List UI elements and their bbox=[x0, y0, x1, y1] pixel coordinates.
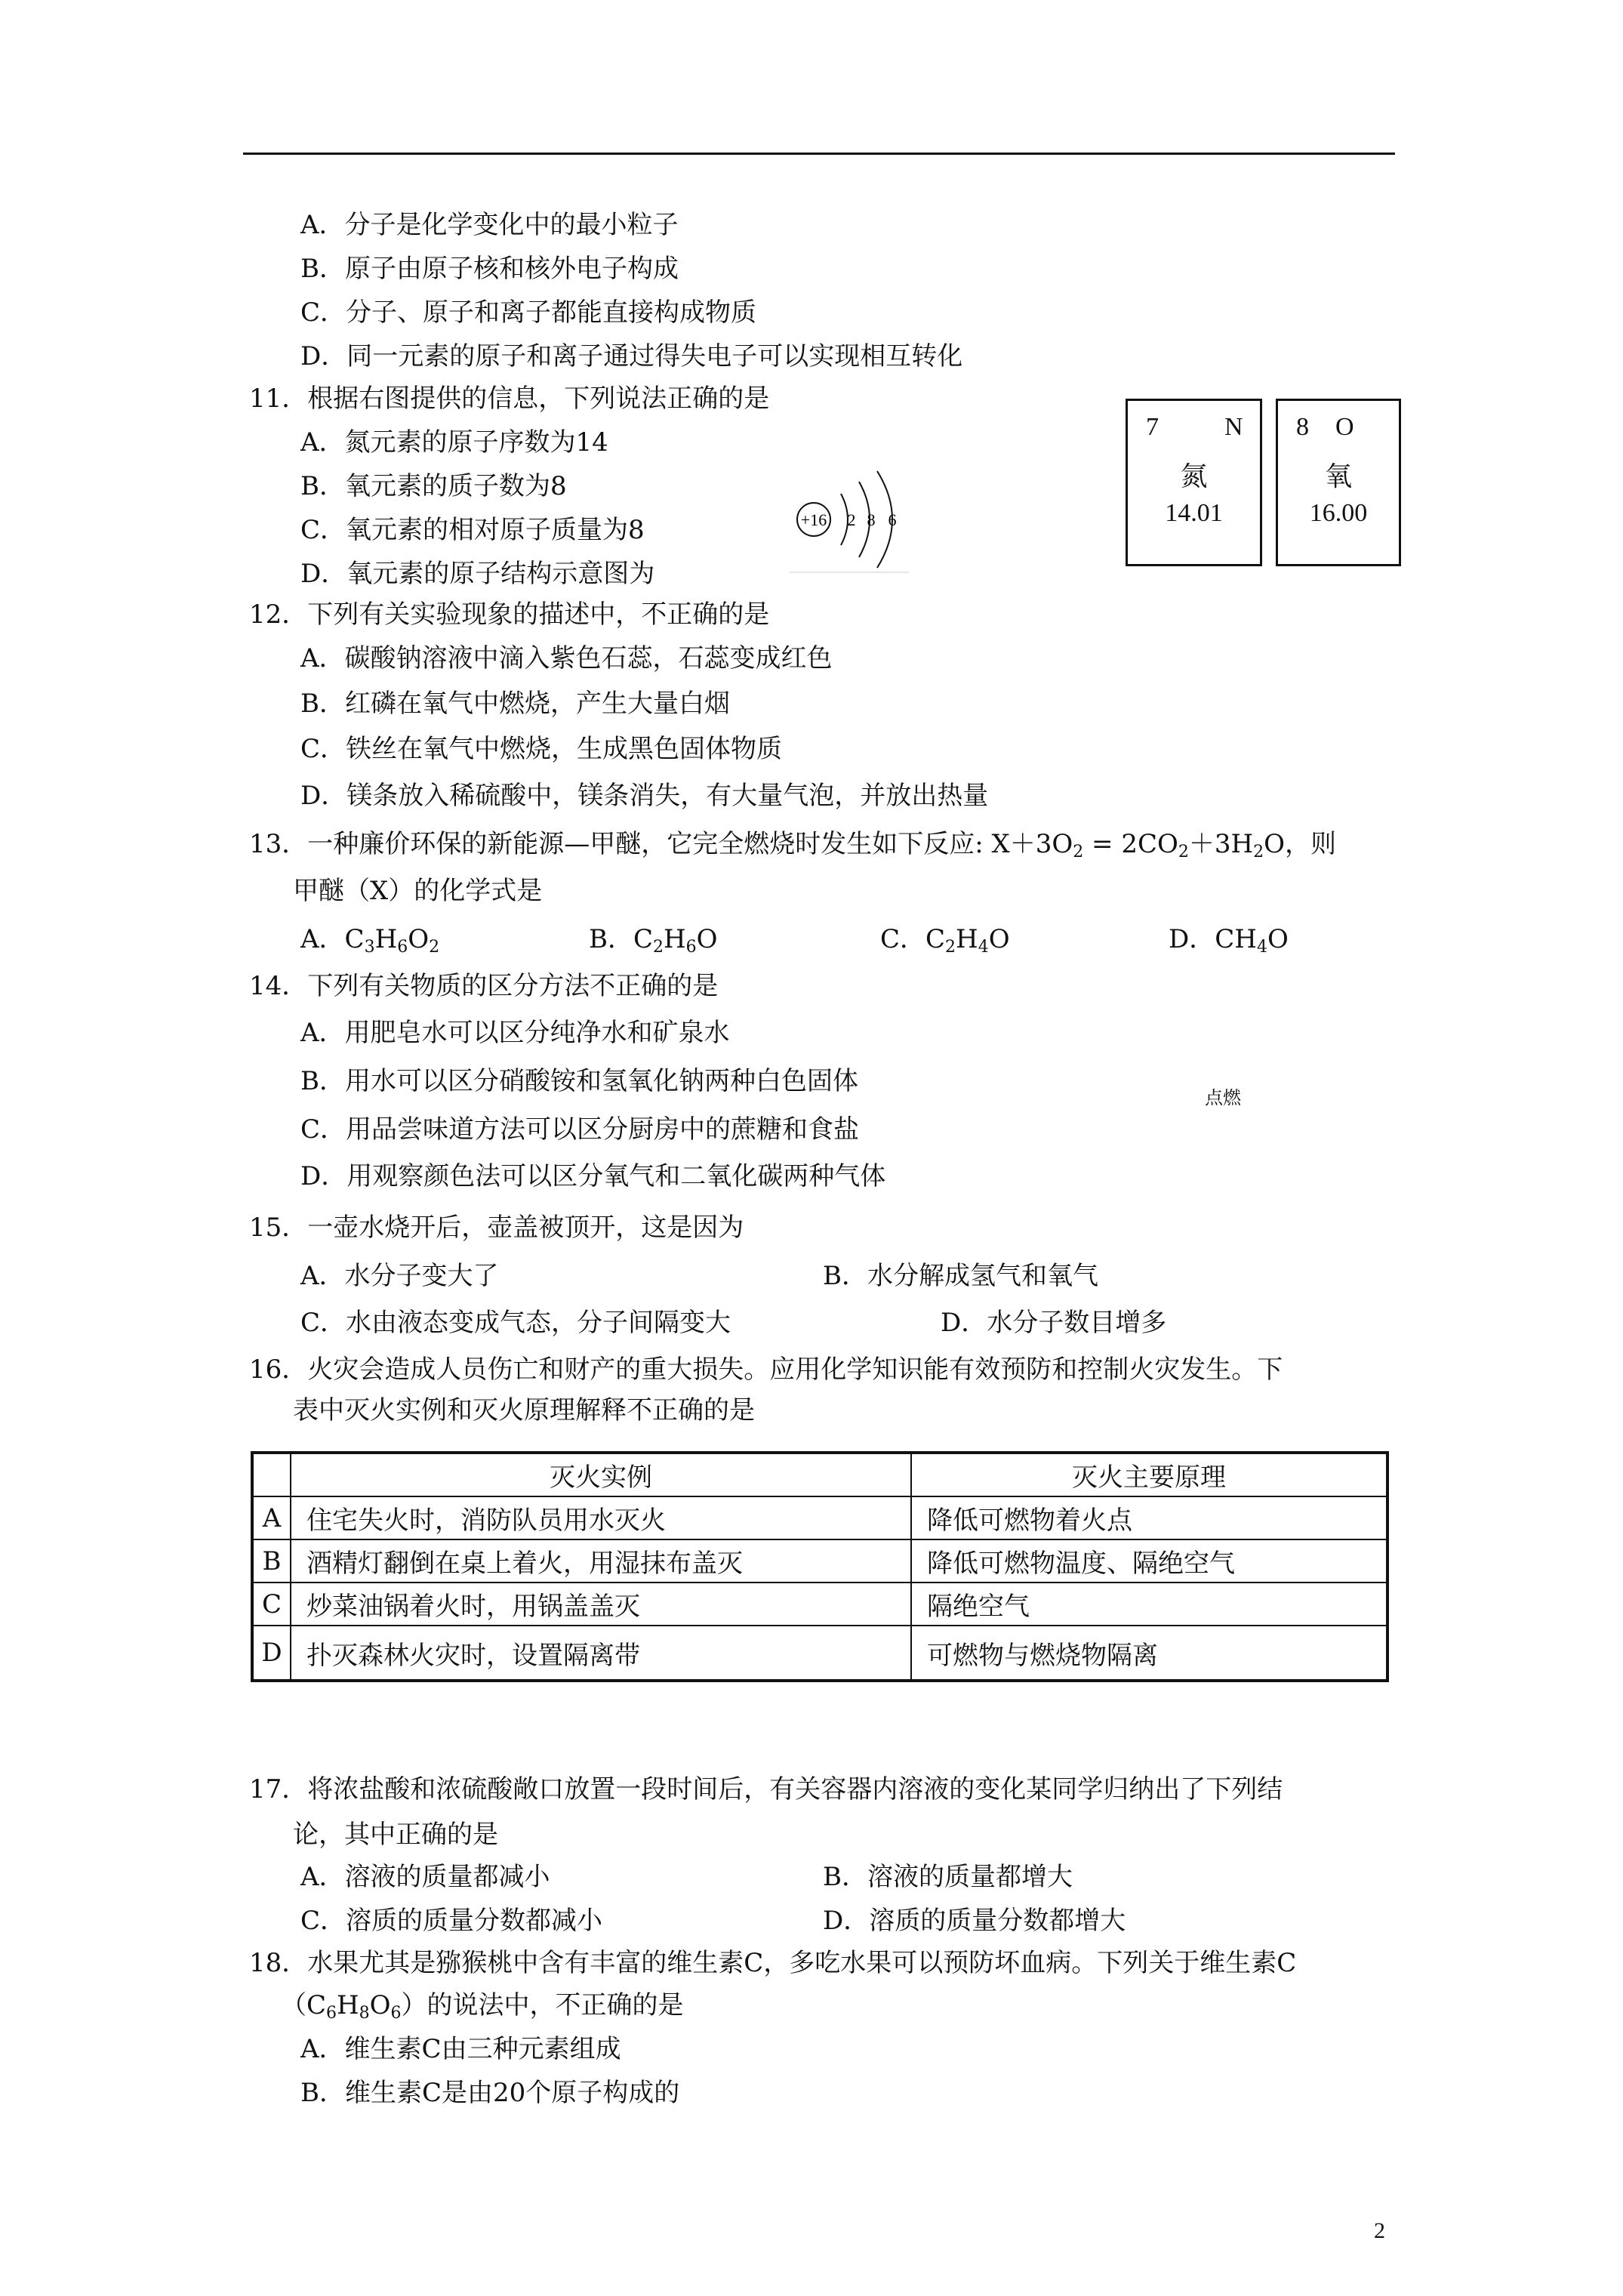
element-card-nitrogen bbox=[1126, 399, 1262, 566]
table-cell bbox=[252, 1453, 291, 1496]
q16-stem-line1: 16．火灾会造成人员伤亡和财产的重大损失。应用化学知识能有效预防和控制火灾发生。下 bbox=[249, 1354, 1283, 1385]
atom-structure-diagram bbox=[788, 461, 916, 574]
q13-option-c: C．$C_2H_4O$ bbox=[880, 924, 1010, 957]
q12-stem: 12．下列有关实验现象的描述中，不正确的是 bbox=[249, 599, 770, 630]
q10-option-b: B．原子由原子核和核外电子构成 bbox=[300, 254, 679, 284]
q14-option-d: D．用观察颜色法可以区分氧气和二氧化碳两种气体 bbox=[300, 1161, 886, 1191]
table-header-example: 灭火实例 bbox=[291, 1453, 911, 1496]
atomic-mass: 16.00 bbox=[1309, 499, 1368, 527]
q17-stem-line2: 论，其中正确的是 bbox=[293, 1820, 498, 1850]
table-row bbox=[252, 1539, 1387, 1583]
q18-stem-line1: 18．水果尤其是猕猴桃中含有丰富的维生素C，多吃水果可以预防坏血病。下列关于维生素C bbox=[249, 1948, 1297, 1978]
element-name: 氮 bbox=[1180, 461, 1208, 492]
q17-option-b: B．溶液的质量都增大 bbox=[823, 1862, 1073, 1892]
row-principle: 隔绝空气 bbox=[911, 1583, 1387, 1626]
q13-option-d: D．$CH_4O$ bbox=[1169, 924, 1289, 957]
q17-option-c: C．溶质的质量分数都减小 bbox=[300, 1906, 603, 1936]
q13-stem: 13．一种廉价环保的新能源—甲醚，它完全燃烧时发生如下反应: $X+3O_2 = 2CO_2+3H_2O$，则 bbox=[249, 829, 1337, 861]
atomic-mass: 14.01 bbox=[1165, 499, 1223, 527]
shell-electrons-1: 2 bbox=[847, 510, 856, 529]
q14-stem: 14．下列有关物质的区分方法不正确的是 bbox=[249, 971, 719, 1001]
q14-option-a: A．用肥皂水可以区分纯净水和矿泉水 bbox=[300, 1018, 730, 1048]
table-row bbox=[252, 1496, 1387, 1539]
q15-option-a: A．水分子变大了 bbox=[300, 1261, 499, 1291]
row-example: 住宅失火时，消防队员用水灭火 bbox=[291, 1496, 911, 1539]
q12-option-d: D．镁条放入稀硫酸中，镁条消失，有大量气泡，并放出热量 bbox=[300, 781, 989, 811]
row-principle: 降低可燃物着火点 bbox=[911, 1496, 1387, 1539]
q18-stem-line2: $(C_6H_8O_6)$的说法中，不正确的是 bbox=[281, 1990, 684, 2023]
table-row bbox=[252, 1583, 1387, 1626]
q12-option-c: C．铁丝在氧气中燃烧，生成黑色固体物质 bbox=[300, 734, 783, 764]
row-example: 酒精灯翻倒在桌上着火，用湿抹布盖灭 bbox=[291, 1539, 911, 1583]
q10-option-a: A．分子是化学变化中的最小粒子 bbox=[300, 210, 679, 240]
q15-option-c: C．水由液态变成气态，分子间隔变大 bbox=[300, 1308, 731, 1338]
element-symbol: O bbox=[1335, 413, 1354, 441]
row-key: C bbox=[252, 1583, 291, 1626]
q17-stem-line1: 17．将浓盐酸和浓硫酸敞口放置一段时间后，有关容器内溶液的变化某同学归纳出了下列结 bbox=[249, 1774, 1283, 1804]
row-principle: 降低可燃物温度、隔绝空气 bbox=[911, 1539, 1387, 1583]
q13-option-b: B．$C_2H_6O$ bbox=[589, 924, 718, 957]
q13-stem-line2: 甲醚（X）的化学式是 bbox=[293, 876, 543, 906]
element-symbol: N bbox=[1224, 413, 1243, 441]
q11-stem: 11．根据右图提供的信息，下列说法正确的是 bbox=[249, 384, 770, 414]
q11-option-c: C．氧元素的相对原子质量为8 bbox=[300, 515, 645, 545]
nucleus-label: +16 bbox=[800, 510, 827, 529]
q17-option-a: A．溶液的质量都减小 bbox=[300, 1862, 550, 1892]
header-rule bbox=[243, 153, 1395, 155]
element-card-oxygen bbox=[1276, 399, 1401, 566]
shell-electrons-3: 6 bbox=[888, 510, 897, 529]
element-name: 氧 bbox=[1324, 461, 1352, 492]
shell-electrons-2: 8 bbox=[867, 510, 876, 529]
q18-option-b: B．维生素C是由20个原子构成的 bbox=[300, 2078, 680, 2108]
row-principle: 可燃物与燃烧物隔离 bbox=[911, 1626, 1387, 1681]
q12-option-a: A．碳酸钠溶液中滴入紫色石蕊，石蕊变成红色 bbox=[300, 643, 833, 673]
q16-stem-line2: 表中灭火实例和灭火原理解释不正确的是 bbox=[293, 1395, 755, 1425]
q13-option-a: A．$C_3H_6O_2$ bbox=[300, 924, 440, 957]
atomic-number: 8 bbox=[1296, 413, 1309, 441]
row-key: D bbox=[252, 1626, 291, 1681]
row-example: 扑灭森林火灾时，设置隔离带 bbox=[291, 1626, 911, 1681]
q17-option-d: D．溶质的质量分数都增大 bbox=[823, 1906, 1126, 1936]
q10-option-d: D．同一元素的原子和离子通过得失电子可以实现相互转化 bbox=[300, 341, 963, 371]
q11-option-d: D．氧元素的原子结构示意图为 bbox=[300, 559, 655, 589]
ignite-label: 点燃 bbox=[1205, 1087, 1241, 1108]
table-row bbox=[252, 1626, 1387, 1681]
row-example: 炒菜油锅着火时，用锅盖盖灭 bbox=[291, 1583, 911, 1626]
q15-option-b: B．水分解成氢气和氧气 bbox=[823, 1261, 1098, 1291]
q15-stem: 15．一壶水烧开后，壶盖被顶开，这是因为 bbox=[249, 1213, 744, 1243]
q14-option-c: C．用品尝味道方法可以区分厨房中的蔗糖和食盐 bbox=[300, 1114, 860, 1145]
atomic-number: 7 bbox=[1146, 413, 1159, 441]
q10-option-c: C．分子、原子和离子都能直接构成物质 bbox=[300, 297, 757, 328]
q11-option-a: A．氮元素的原子序数为14 bbox=[300, 427, 608, 458]
row-key: B bbox=[252, 1539, 291, 1583]
q12-option-b: B．红磷在氧气中燃烧，产生大量白烟 bbox=[300, 689, 730, 719]
q11-option-b: B．氧元素的质子数为8 bbox=[300, 471, 567, 501]
page-number: 2 bbox=[1374, 2218, 1385, 2243]
q15-option-d: D．水分子数目增多 bbox=[941, 1308, 1167, 1338]
fire-table bbox=[251, 1451, 1389, 1682]
q14-option-b: B．用水可以区分硝酸铵和氢氧化钠两种白色固体 bbox=[300, 1066, 858, 1096]
table-header-principle: 灭火主要原理 bbox=[911, 1453, 1387, 1496]
row-key: A bbox=[252, 1496, 291, 1539]
table-header-row bbox=[252, 1453, 1387, 1496]
q18-option-a: A．维生素C由三种元素组成 bbox=[300, 2034, 621, 2064]
